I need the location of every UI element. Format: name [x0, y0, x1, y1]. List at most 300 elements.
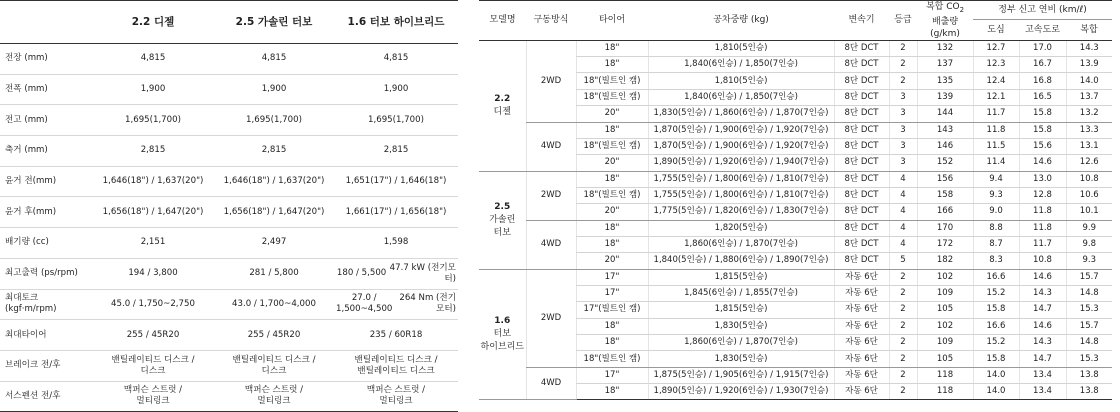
- transmission: 8단 DCT: [844, 108, 879, 119]
- spec-row-label: 최고출력 (ps/rpm): [5, 268, 78, 279]
- tire-cell: [576, 269, 648, 285]
- transmission-cell: [834, 351, 889, 367]
- co2-cell: [917, 302, 973, 318]
- combined-mpg-cell: [1066, 40, 1112, 56]
- spec-value-cell: [92, 197, 214, 228]
- combined-mpg: 14.3: [1079, 42, 1099, 53]
- city-mpg: 12.3: [986, 59, 1006, 70]
- highway-mpg: 11.8: [1033, 206, 1052, 217]
- combined-mpg-cell: [1066, 89, 1112, 105]
- spec-value: 2,815: [261, 145, 287, 156]
- spec-row: [0, 258, 458, 289]
- spec-value: 4,815: [261, 53, 287, 64]
- curb-weight: 1,840(6인승) / 1,850(7인승): [684, 92, 798, 102]
- combined-mpg-cell: [1066, 106, 1112, 122]
- curb-weight: 1,840(6인승) / 1,850(7인승): [684, 59, 798, 70]
- transmission-cell: [834, 285, 889, 301]
- combined-mpg: 10.1: [1079, 206, 1099, 217]
- spec-header-empty: [0, 1, 92, 44]
- spec-row-label: 서스펜션 전/후: [5, 390, 61, 401]
- grade: 2: [900, 353, 906, 364]
- highway-mpg-cell: [1019, 351, 1066, 367]
- spec-value: 45.0 / 1,750~2,750: [111, 298, 195, 309]
- curb-weight: 1,845(6인승) / 1,855(7인승): [684, 288, 798, 299]
- spec-row-label: 윤거 후(mm): [5, 206, 57, 217]
- city-mpg: 15.2: [986, 337, 1006, 348]
- spec-value-line2: 디스크: [261, 365, 287, 376]
- grade: 2: [900, 386, 906, 397]
- co2: 102: [936, 320, 954, 331]
- city-mpg: 16.6: [986, 271, 1006, 282]
- transmission-cell: [834, 138, 889, 154]
- tire-cell: [576, 220, 648, 236]
- co2-cell: [917, 367, 973, 383]
- co2-cell: [917, 155, 973, 171]
- spec-value-line1: 맥퍼슨 스트럿 /: [244, 385, 304, 396]
- combined-mpg: 15.3: [1079, 353, 1099, 364]
- highway-mpg: 14.7: [1033, 304, 1052, 315]
- model-name-line3: 하이브리드: [480, 341, 524, 352]
- combined-mpg: 9.3: [1082, 255, 1097, 266]
- spec-header-diesel: 2.2 디젤: [92, 1, 214, 44]
- grade-cell: [889, 204, 917, 220]
- spec-row: [0, 105, 458, 136]
- tire: 18": [604, 173, 620, 184]
- highway-mpg: 13.0: [1033, 173, 1052, 184]
- grade-cell: [889, 351, 917, 367]
- tire: 18": [604, 59, 620, 70]
- city-mpg: 11.7: [986, 108, 1006, 119]
- spec-value: 1,656(18") / 1,647(20"): [102, 206, 204, 217]
- tire: 18": [604, 124, 620, 135]
- spec-value-cell: [214, 350, 334, 381]
- spec-label-cell: [0, 105, 92, 136]
- city-mpg-cell: [973, 155, 1019, 171]
- curb-weight-cell: [648, 318, 834, 334]
- city-mpg-cell: [973, 204, 1019, 220]
- co2: 156: [936, 173, 954, 184]
- tire-cell: [576, 236, 648, 252]
- header-city: 도심: [973, 20, 1019, 40]
- tire-cell: [576, 122, 648, 138]
- model-name-line1: 2.2: [494, 93, 511, 104]
- spec-value: 4,815: [140, 53, 166, 64]
- spec-engine-value: 180 / 5,500: [336, 268, 387, 279]
- combined-mpg-cell: [1066, 253, 1112, 269]
- tire-cell: [576, 318, 648, 334]
- combined-mpg: 14.8: [1079, 337, 1099, 348]
- transmission-cell: [834, 367, 889, 383]
- spec-row: [0, 289, 458, 320]
- spec-label-cell: [0, 228, 92, 259]
- spec-value: 1,656(18") / 1,647(20"): [223, 206, 325, 217]
- city-mpg-cell: [973, 57, 1019, 73]
- spec-header-gasoline: 2.5 가솔린 터보: [214, 1, 334, 44]
- transmission-cell: [834, 220, 889, 236]
- spec-row-label: 축거 (mm): [5, 145, 48, 156]
- grade: 3: [900, 141, 906, 152]
- transmission: 8단 DCT: [844, 92, 879, 102]
- combined-mpg: 10.6: [1079, 190, 1099, 201]
- grade: 2: [900, 59, 906, 70]
- spec-value: 1,900: [140, 84, 166, 95]
- highway-mpg-cell: [1019, 236, 1066, 252]
- spec-value-cell: [92, 381, 214, 412]
- spec-value: 235 / 60R18: [369, 329, 423, 340]
- highway-mpg-cell: [1019, 40, 1066, 56]
- highway-mpg-cell: [1019, 285, 1066, 301]
- highway-mpg-cell: [1019, 220, 1066, 236]
- spec-value: 255 / 45R20: [247, 329, 301, 340]
- transmission: 자동 6단: [845, 320, 878, 331]
- city-mpg: 15.8: [986, 353, 1006, 364]
- combined-mpg-cell: [1066, 57, 1112, 73]
- spec-value-cell: [214, 258, 334, 289]
- combined-mpg-cell: [1066, 220, 1112, 236]
- spec-value-cell: [214, 289, 334, 320]
- transmission: 8단 DCT: [844, 173, 879, 184]
- header-co2-line1: 복합 CO: [925, 2, 960, 12]
- highway-mpg: 13.4: [1033, 369, 1052, 380]
- transmission-cell: [834, 253, 889, 269]
- highway-mpg: 15.8: [1033, 124, 1052, 135]
- spec-value-cell: [214, 197, 334, 228]
- spec-row-label: 최대토크 (kgf·m/rpm): [5, 293, 57, 315]
- combined-mpg: 14.8: [1079, 288, 1099, 299]
- co2-cell: [917, 351, 973, 367]
- co2-cell: [917, 204, 973, 220]
- spec-value-cell: [214, 320, 334, 351]
- spec-value-cell: [334, 320, 458, 351]
- grade-cell: [889, 285, 917, 301]
- econ-row: [479, 171, 1112, 187]
- tire: 18": [604, 386, 620, 397]
- grade-cell: [889, 155, 917, 171]
- spec-row: [0, 350, 458, 381]
- co2: 135: [936, 75, 954, 86]
- spec-value-line1: 밴틸레이티드 디스크 /: [354, 354, 438, 365]
- highway-mpg-cell: [1019, 57, 1066, 73]
- tire: 17"(빌트인 캠): [583, 304, 641, 315]
- drive-type: 4WD: [540, 239, 562, 250]
- tire: 17": [604, 288, 620, 299]
- co2: 132: [936, 42, 954, 53]
- city-mpg: 11.5: [986, 141, 1006, 152]
- header-model: 모델명: [479, 1, 526, 41]
- highway-mpg: 14.6: [1033, 320, 1052, 331]
- tire-cell: [576, 155, 648, 171]
- highway-mpg: 12.8: [1033, 190, 1052, 201]
- city-mpg: 11.8: [986, 124, 1006, 135]
- spec-value: 43.0 / 1,700~4,000: [232, 298, 316, 309]
- grade-cell: [889, 122, 917, 138]
- city-mpg: 12.7: [986, 42, 1006, 53]
- combined-mpg: 9.9: [1082, 222, 1097, 233]
- tire: 20": [604, 108, 620, 119]
- spec-value: 1,695(1,700): [125, 114, 181, 125]
- curb-weight: 1,810(5인승): [714, 42, 768, 53]
- spec-label-cell: [0, 350, 92, 381]
- transmission: 자동 6단: [845, 337, 878, 348]
- spec-value-line2: 멀티링크: [379, 396, 413, 407]
- city-mpg-cell: [973, 236, 1019, 252]
- spec-value: 2,815: [140, 145, 166, 156]
- combined-mpg-cell: [1066, 269, 1112, 285]
- transmission: 자동 6단: [845, 369, 878, 380]
- co2: 170: [936, 222, 954, 233]
- combined-mpg-cell: [1066, 155, 1112, 171]
- tire: 18"(빌트인 캠): [583, 190, 641, 201]
- combined-mpg: 15.7: [1079, 320, 1099, 331]
- spec-label-cell: [0, 136, 92, 167]
- header-co2: [917, 1, 973, 41]
- curb-weight: 1,830(5인승): [714, 320, 768, 331]
- fuel-economy-table: [479, 0, 1112, 400]
- transmission-cell: [834, 73, 889, 89]
- spec-value-cell: [92, 136, 214, 167]
- econ-row: [479, 367, 1112, 383]
- model-name-cell: [479, 40, 526, 171]
- co2: 139: [936, 92, 954, 102]
- spec-row: [0, 197, 458, 228]
- spec-row-label: 전고 (mm): [5, 114, 48, 125]
- curb-weight-cell: [648, 89, 834, 105]
- combined-mpg: 12.6: [1079, 157, 1099, 168]
- tire: 18"(빌트인 캠): [583, 353, 641, 364]
- spec-value: 1,900: [261, 84, 287, 95]
- spec-row-label: 최대타이어: [5, 329, 47, 340]
- co2-cell: [917, 122, 973, 138]
- transmission: 8단 DCT: [844, 222, 879, 233]
- tire-cell: [576, 89, 648, 105]
- grade-cell: [889, 106, 917, 122]
- spec-label-cell: [0, 197, 92, 228]
- econ-body: [479, 40, 1112, 400]
- co2: 118: [936, 386, 954, 397]
- curb-weight-cell: [648, 302, 834, 318]
- highway-mpg-cell: [1019, 122, 1066, 138]
- spec-value-cell: [92, 105, 214, 136]
- spec-value-cell: [92, 74, 214, 105]
- curb-weight-cell: [648, 40, 834, 56]
- curb-weight-cell: [648, 351, 834, 367]
- spec-value: 4,815: [383, 53, 409, 64]
- tire-cell: [576, 40, 648, 56]
- grade-cell: [889, 334, 917, 350]
- drive-type-cell: [526, 367, 576, 400]
- spec-label-cell: [0, 258, 92, 289]
- curb-weight-cell: [648, 367, 834, 383]
- transmission-cell: [834, 269, 889, 285]
- spec-value-line1: 밴틸레이티드 디스크 /: [232, 354, 316, 365]
- highway-mpg-cell: [1019, 106, 1066, 122]
- spec-value: 194 / 3,800: [128, 268, 178, 279]
- co2-cell: [917, 138, 973, 154]
- city-mpg: 8.7: [989, 239, 1003, 250]
- spec-value-line2: 디스크: [140, 365, 166, 376]
- combined-mpg-cell: [1066, 318, 1112, 334]
- header-tire: 타이어: [576, 1, 648, 41]
- tire: 20": [604, 157, 620, 168]
- co2: 105: [936, 304, 954, 315]
- tire: 17": [604, 271, 620, 282]
- model-name-line2: 가솔린: [489, 214, 516, 225]
- spec-row-label: 브레이크 전/후: [5, 360, 61, 371]
- combined-mpg-cell: [1066, 138, 1112, 154]
- combined-mpg-cell: [1066, 73, 1112, 89]
- transmission: 8단 DCT: [844, 239, 879, 250]
- highway-mpg: 14.3: [1033, 288, 1052, 299]
- spec-value-cell: [334, 289, 458, 320]
- spec-header-row: [0, 1, 458, 44]
- city-mpg-cell: [973, 302, 1019, 318]
- curb-weight-cell: [648, 253, 834, 269]
- spec-row-label: 전장 (mm): [5, 53, 48, 64]
- combined-mpg: 15.7: [1079, 271, 1099, 282]
- tire-cell: [576, 106, 648, 122]
- transmission-cell: [834, 302, 889, 318]
- highway-mpg-cell: [1019, 302, 1066, 318]
- spec-label-cell: [0, 44, 92, 75]
- grade: 2: [900, 75, 906, 86]
- transmission: 8단 DCT: [844, 190, 879, 201]
- spec-value: 281 / 5,800: [249, 268, 299, 279]
- combined-mpg: 13.8: [1079, 386, 1099, 397]
- city-mpg: 15.8: [986, 304, 1006, 315]
- spec-value-cell: [334, 44, 458, 75]
- curb-weight-cell: [648, 187, 834, 203]
- co2-cell: [917, 334, 973, 350]
- highway-mpg-cell: [1019, 269, 1066, 285]
- curb-weight-cell: [648, 236, 834, 252]
- model-name-line1: 1.6: [494, 315, 511, 326]
- drive-type-cell: [526, 40, 576, 122]
- transmission-cell: [834, 40, 889, 56]
- spec-row: [0, 228, 458, 259]
- highway-mpg: 13.4: [1033, 386, 1052, 397]
- spec-value-cell: [334, 166, 458, 197]
- highway-mpg-cell: [1019, 384, 1066, 400]
- spec-row: [0, 166, 458, 197]
- city-mpg: 14.0: [986, 386, 1006, 397]
- grade: 4: [900, 173, 906, 184]
- spec-row-label: 전폭 (mm): [5, 84, 48, 95]
- grade-cell: [889, 89, 917, 105]
- highway-mpg: 14.6: [1033, 271, 1052, 282]
- combined-mpg-cell: [1066, 171, 1112, 187]
- city-mpg-cell: [973, 106, 1019, 122]
- spec-value-cell: [334, 381, 458, 412]
- spec-value-line1: 맥퍼슨 스트럿 /: [366, 385, 426, 396]
- co2: 182: [936, 255, 954, 266]
- econ-header-row: [479, 1, 1112, 20]
- highway-mpg-cell: [1019, 138, 1066, 154]
- co2: 143: [936, 124, 954, 135]
- drive-type-cell: [526, 122, 576, 171]
- combined-mpg-cell: [1066, 122, 1112, 138]
- grade: 2: [900, 271, 906, 282]
- co2-cell: [917, 57, 973, 73]
- city-mpg: 12.1: [986, 92, 1006, 102]
- drive-type: 2WD: [540, 190, 562, 201]
- highway-mpg: 11.7: [1033, 239, 1052, 250]
- combined-mpg: 15.3: [1079, 304, 1099, 315]
- combined-mpg-cell: [1066, 302, 1112, 318]
- co2: 166: [936, 206, 954, 217]
- highway-mpg: 15.6: [1033, 141, 1052, 152]
- spec-value-cell: [334, 350, 458, 381]
- tire-cell: [576, 57, 648, 73]
- co2-cell: [917, 253, 973, 269]
- highway-mpg: 15.8: [1033, 108, 1052, 119]
- co2: 144: [936, 108, 954, 119]
- spec-value-cell: [92, 44, 214, 75]
- highway-mpg-cell: [1019, 89, 1066, 105]
- header-grade: 등급: [889, 1, 917, 41]
- co2: 137: [936, 59, 954, 70]
- grade-cell: [889, 171, 917, 187]
- combined-mpg: 13.7: [1079, 92, 1099, 102]
- grade-cell: [889, 269, 917, 285]
- city-mpg-cell: [973, 89, 1019, 105]
- curb-weight: 1,755(5인승) / 1,800(6인승) / 1,810(7인승): [653, 173, 829, 184]
- city-mpg: 14.0: [986, 369, 1006, 380]
- grade: 2: [900, 369, 906, 380]
- tire: 18": [604, 337, 620, 348]
- transmission: 8단 DCT: [844, 206, 879, 217]
- city-mpg-cell: [973, 334, 1019, 350]
- transmission-cell: [834, 155, 889, 171]
- highway-mpg-cell: [1019, 334, 1066, 350]
- highway-mpg: 17.0: [1033, 42, 1052, 53]
- spec-value: 2,497: [261, 237, 287, 248]
- spec-value-cell: [334, 228, 458, 259]
- co2: 146: [936, 141, 954, 152]
- city-mpg-cell: [973, 40, 1019, 56]
- spec-value-cell: [214, 74, 334, 105]
- grade-cell: [889, 236, 917, 252]
- spec-row: [0, 381, 458, 412]
- tire: 18": [604, 222, 620, 233]
- co2: 102: [936, 271, 954, 282]
- tire: 20": [604, 206, 620, 217]
- model-name-cell: [479, 269, 526, 400]
- spec-label-cell: [0, 289, 92, 320]
- tire-cell: [576, 302, 648, 318]
- combined-mpg-cell: [1066, 204, 1112, 220]
- co2-cell: [917, 285, 973, 301]
- city-mpg-cell: [973, 318, 1019, 334]
- curb-weight-cell: [648, 122, 834, 138]
- tire-cell: [576, 204, 648, 220]
- spec-value-cell: [334, 258, 458, 289]
- spec-label-cell: [0, 381, 92, 412]
- combined-mpg: 13.1: [1079, 141, 1099, 152]
- co2: 105: [936, 353, 954, 364]
- city-mpg-cell: [973, 171, 1019, 187]
- spec-value-cell: [92, 350, 214, 381]
- combined-mpg: 13.9: [1079, 59, 1099, 70]
- highway-mpg-cell: [1019, 204, 1066, 220]
- tire: 18"(빌트인 캠): [583, 92, 641, 102]
- combined-mpg: 13.3: [1079, 124, 1099, 135]
- spec-value: 1,646(18") / 1,637(20"): [223, 176, 325, 187]
- curb-weight: 1,890(5인승) / 1,920(6인승) / 1,940(7인승): [653, 157, 829, 168]
- tire: 17": [604, 369, 620, 380]
- highway-mpg-cell: [1019, 171, 1066, 187]
- curb-weight: 1,860(6인승) / 1,870(7인승): [684, 239, 798, 250]
- spec-value: 1,695(1,700): [368, 114, 424, 125]
